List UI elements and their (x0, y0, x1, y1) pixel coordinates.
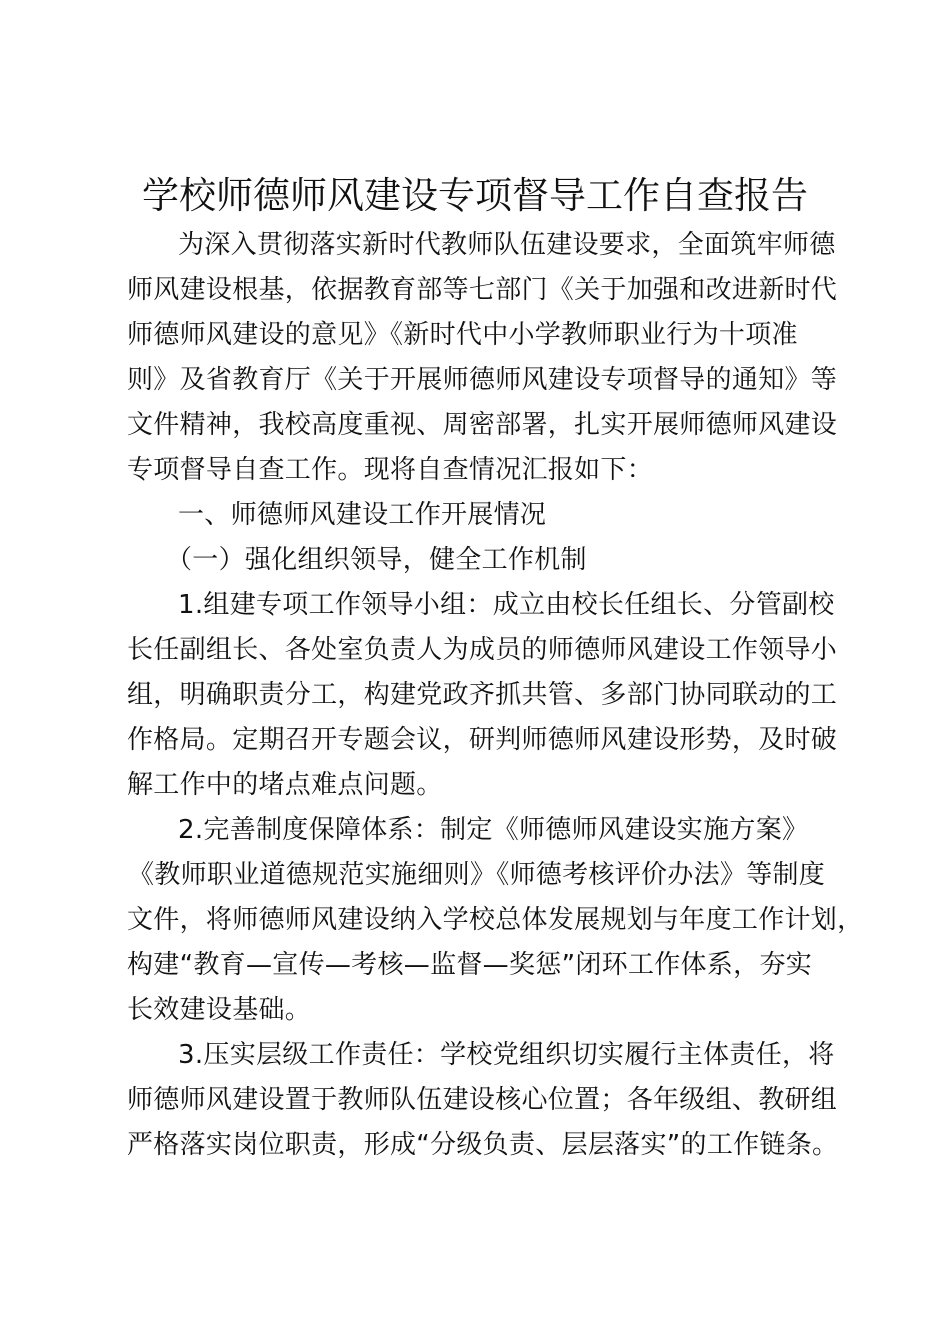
paragraph-line: 1.组建专项工作领导小组：成立由校长任组长、分管副校 (178, 590, 835, 620)
paragraph-line: 专项督导自查工作。现将自查情况汇报如下： (127, 455, 654, 485)
paragraph-line: 师德师风建设的意见》《新时代中小学教师职业行为十项准 (127, 320, 798, 350)
paragraph-line: 严格落实岗位职责，形成“分级负责、层层落实”的工作链条。 (127, 1130, 839, 1160)
document-title: 学校师德师风建设专项督导工作自查报告 (142, 174, 808, 217)
paragraph-line: 长效建设基础。 (127, 995, 312, 1025)
paragraph-line: 2.完善制度保障体系：制定《师德师风建设实施方案》 (178, 815, 809, 845)
paragraph-line: 《教师职业道德规范实施细则》《师德考核评价办法》等制度 (128, 860, 826, 890)
paragraph-line: 文件，将师德师风建设纳入学校总体发展规划与年度工作计划， (127, 905, 864, 935)
paragraph-line: 为深入贯彻落实新时代教师队伍建设要求，全面筑牢师德 (178, 230, 836, 260)
paragraph-line: 组，明确职责分工，构建党政齐抓共管、多部门协同联动的工 (127, 680, 838, 710)
paragraph-line: 师德师风建设置于教师队伍建设核心位置；各年级组、教研组 (127, 1085, 838, 1115)
paragraph-line: 解工作中的堵点难点问题。 (127, 770, 443, 800)
paragraph-line: 作格局。定期召开专题会议，研判师德师风建设形势，及时破 (127, 725, 838, 755)
subsection-heading: （一）强化组织领导，健全工作机制 (166, 545, 587, 575)
paragraph-line: 则》及省教育厅《关于开展师德师风建设专项督导的通知》等 (127, 365, 838, 395)
paragraph-line: 文件精神，我校高度重视、周密部署，扎实开展师德师风建设 (127, 410, 838, 440)
paragraph-line: 3.压实层级工作责任：学校党组织切实履行主体责任，将 (178, 1040, 835, 1070)
paragraph-line: 长任副组长、各处室负责人为成员的师德师风建设工作领导小 (127, 635, 838, 665)
paragraph-line: 构建“教育—宣传—考核—监督—奖惩”闭环工作体系，夯实 (127, 950, 813, 980)
paragraph-line: 师风建设根基，依据教育部等七部门《关于加强和改进新时代 (127, 275, 838, 305)
section-heading: 一、师德师风建设工作开展情况 (178, 500, 547, 530)
